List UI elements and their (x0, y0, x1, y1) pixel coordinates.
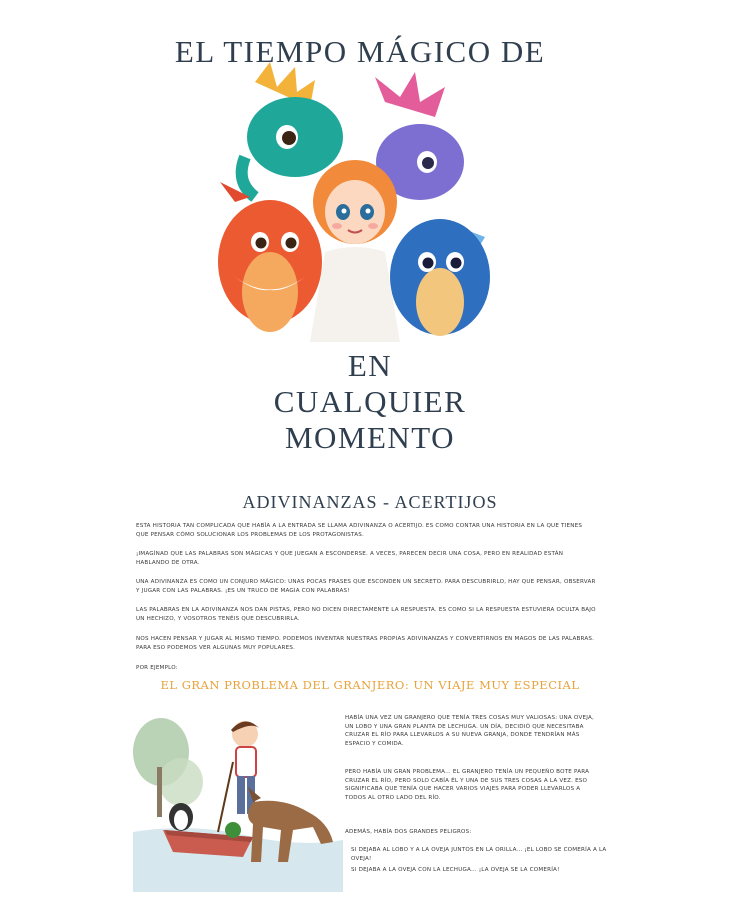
intro-paragraph-6: POR EJEMPLO: (136, 665, 178, 671)
intro-paragraph-3: UNA ADIVINANZA ES COMO UN CONJURO MÁGICO: UNAS POCAS FRASES QUE ESCONDEN UN SECRETO. PARA DESCUBRIRLO, HAY QUE PENSAR, OBSERVAR Y JUGAR CON LAS PALABRAS. ¡ES UN TRUCO DE MAGIA CON PALABRAS! (136, 579, 596, 594)
story-bullet-2: SI DEJABA A LA OVEJA CON LA LECHUGA… ¡LA OVEJA SE LA COMERÍA! (351, 867, 560, 873)
story-paragraph-1: HABÍA UNA VEZ UN GRANJERO QUE TENÍA TRES COSAS MUY VALIOSAS: UNA OVEJA, UN LOBO Y UNA GRAN PLANTA DE LECHUGA. UN DÍA, DECIDIÓ QUE NECESITABA CRUZAR EL RÍO PARA LLEVARLOS A SU NUEVA GRANJA, DONDE TENDRÍAN MÁS ESPACIO Y COMIDA. (345, 715, 594, 747)
story-title: EL GRAN PROBLEMA DEL GRANJERO: UN VIAJE MUY ESPECIAL (160, 678, 580, 692)
page-title: EL TIEMPO MÁGICO DE (174, 34, 546, 69)
story-paragraph-2: PERO HABÍA UN GRAN PROBLEMA… EL GRANJERO TENÍA UN PEQUEÑO BOTE PARA CRUZAR EL RÍO, PERO SOLO CABÍA ÉL Y UNA DE SUS TRES COSAS A LA VEZ. ESO SIGNIFICABA QUE TENÍA QUE HACER VARIOS VIAJES PARA PODER LLEVARLOS A TODOS AL OTRO LADO DEL RÍO. (345, 769, 590, 801)
intro-paragraph-2: ¡IMAGÍNAD QUE LAS PALABRAS SON MÁGICAS Y QUE JUEGAN A ESCONDERSE. A VECES, PARECEN DECIR UNA COSA, PERO EN REALIDAD ESTÁN HABLANDO DE OTRA. (136, 551, 564, 566)
story-paragraph-3: ADEMÁS, HABÍA DOS GRANDES PELIGROS: (345, 829, 472, 835)
section-title: ADIVINANZAS - ACERTIJOS (242, 492, 498, 512)
subtitle-line-2: CUALQUIER (273, 384, 467, 419)
story-bullet-1: SI DEJABA AL LOBO Y A LA OVEJA JUNTOS EN LA ORILLA… ¡EL LOBO SE COMERÍA A LA OVEJA! (351, 847, 607, 862)
intro-paragraph-5: NOS HACEN PENSAR Y JUGAR AL MISMO TIEMPO. PODEMOS INVENTAR NUESTRAS PROPIAS ADIVINANZAS Y CONVERTIRNOS EN MAGOS DE LAS PALABRAS. PARA ESO PODEMOS VER ALGUNAS MUY POPULARES. (136, 636, 595, 651)
subtitle-line-3: MOMENTO (284, 420, 456, 455)
intro-paragraph-4: LAS PALABRAS EN LA ADIVINANZA NOS DAN PISTAS, PERO NO DICEN DIRECTAMENTE LA RESPUESTA. ES COMO SI LA RESPUESTA ESTUVIERA OCULTA BAJO UN HECHIZO, Y VOSOTROS TENÉIS QUE DESCUBRIRLA. (136, 607, 596, 622)
farmer-boat-illustration (133, 712, 343, 892)
subtitle-line-1: EN (347, 348, 393, 383)
dragons-and-girl-illustration (215, 62, 505, 342)
intro-paragraph-1: ESTA HISTORIA TAN COMPLICADA QUE HABÍA A LA ENTRADA SE LLAMA ADIVINANZA O ACERTIJO. ES COMO CONTAR UNA HISTORIA EN LA QUE TIENES QUE PENSAR CÓMO SOLUCIONAR LOS PROBLEMAS DE LOS PROTAGONISTAS. (136, 523, 583, 538)
